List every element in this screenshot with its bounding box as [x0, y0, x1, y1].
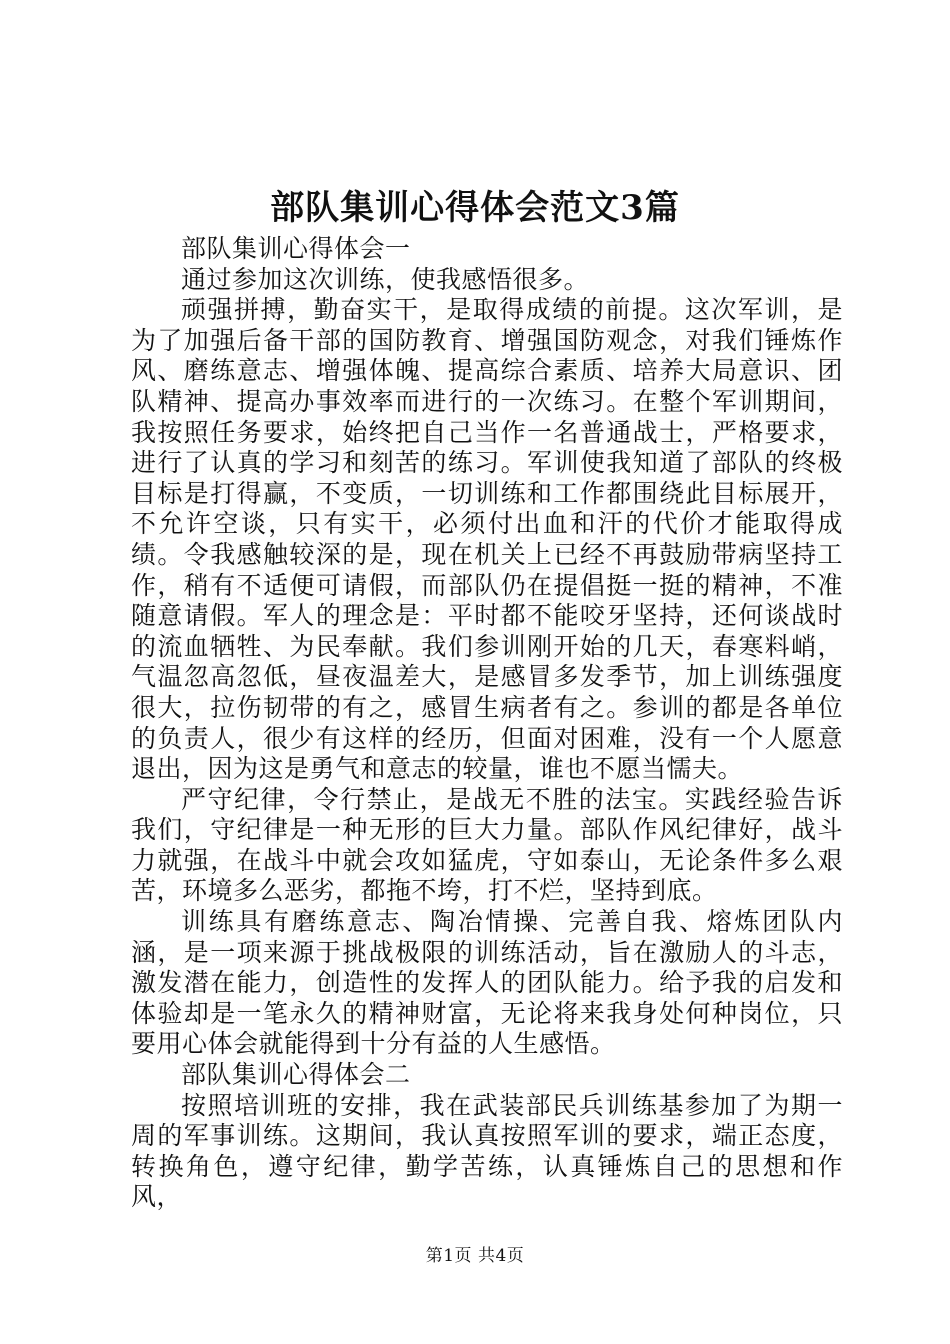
paragraph: 顽强拼搏，勤奋实干，是取得成绩的前提。这次军训，是为了加强后备干部的国防教育、增强国防观念，对我们锤炼作风、磨练意志、增强体魄、提高综合素质、培养大局意识、团队精神、提高办事效率而进行的一次练习。在整个军训期间，我按照任务要求，始终把自己当作一名普通战士，严格要求，进行了认真的学习和刻苦的练习。军训使我知道了部队的终极目标是打得赢，不变质，一切训练和工作都围绕此目标展开，不允许空谈，只有实干，必须付出血和汗的代价才能取得成绩。令我感触较深的是，现在机关上已经不再鼓励带病坚持工作，稍有不适便可请假，而部队仍在提倡挺一挺的精神，不准随意请假。军人的理念是：平时都不能咬牙坚持，还何谈战时的流血牺牲、为民奉献。我们参训刚开始的几天，春寒料峭，气温忽高忽低，昼夜温差大，是感冒多发季节，加上训练强度很大，拉伤韧带的有之，感冒生病者有之。参训的都是各单位的负责人，很少有这样的经历，但面对困难，没有一个人愿意退出，因为这是勇气和意志的较量，谁也不愿当懦夫。: [131, 295, 843, 784]
paragraph: 严守纪律，令行禁止，是战无不胜的法宝。实践经验告诉我们，守纪律是一种无形的巨大力量。部队作风纪律好，战斗力就强，在战斗中就会攻如猛虎，守如泰山，无论条件多么艰苦，环境多么恶劣，都拖不垮，打不烂，坚持到底。: [131, 784, 843, 906]
paragraph: 按照培训班的安排，我在武装部民兵训练基参加了为期一周的军事训练。这期间，我认真按照军训的要求，端正态度，转换角色，遵守纪律，勤学苦练，认真锤炼自己的思想和作风，: [131, 1090, 843, 1212]
paragraph: 通过参加这次训练，使我感悟很多。: [181, 264, 590, 294]
section-heading-one: 部队集训心得体会一: [181, 234, 411, 263]
document-body: [131, 234, 843, 1213]
paragraph: 训练具有磨练意志、陶冶情操、完善自我、熔炼团队内涵，是一项来源于挑战极限的训练活动，旨在激励人的斗志，激发潜在能力，创造性的发挥人的团队能力。给予我的启发和体验却是一笔永久的精神财富，无论将来我身处何种岗位，只要用心体会就能得到十分有益的人生感悟。: [131, 907, 843, 1059]
section-heading-two: 部队集训心得体会二: [181, 1060, 411, 1090]
document-title: 部队集训心得体会范文3篇: [270, 188, 680, 228]
page-number-footer: 第1页 共4页: [425, 1246, 525, 1266]
